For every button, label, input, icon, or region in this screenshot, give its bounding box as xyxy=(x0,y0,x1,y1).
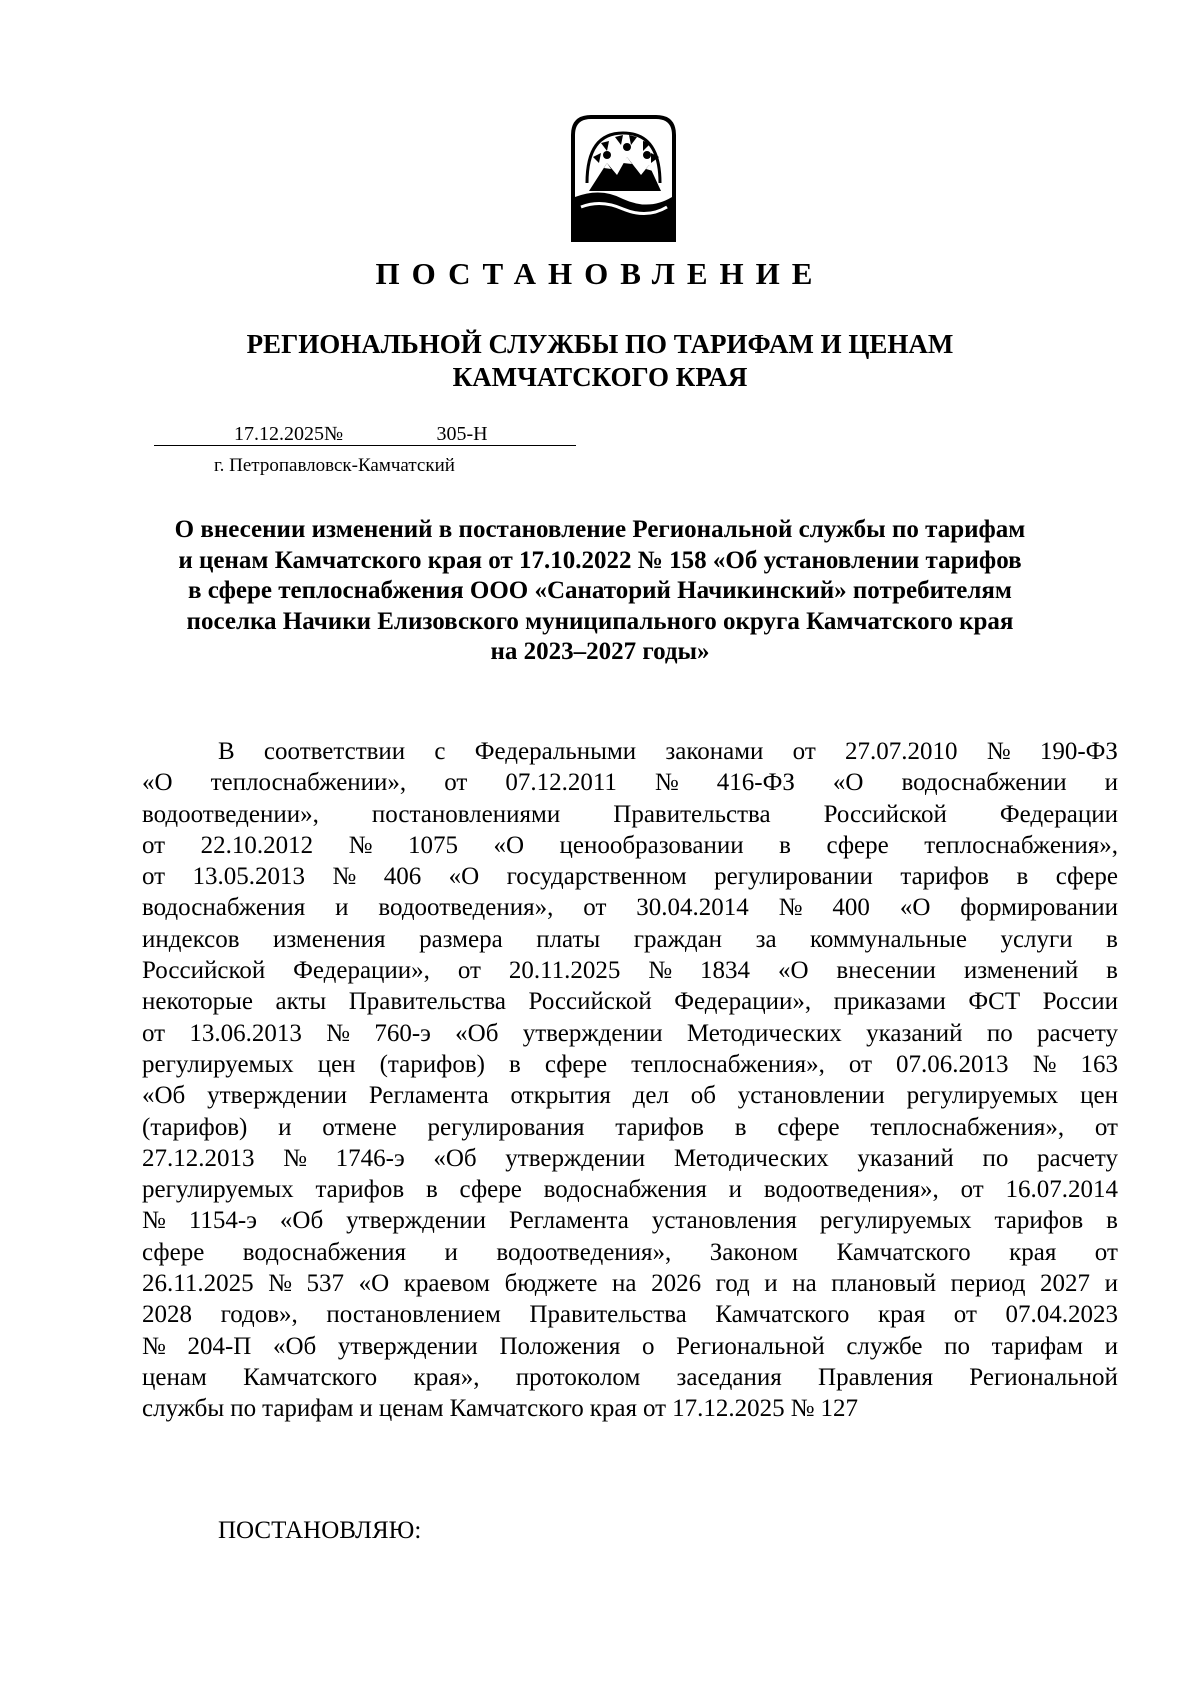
document-title xyxy=(120,515,1080,668)
body-line: 26.11.2025 № 537 «О краевом бюджете на 2026 год и на плановый период 2027 и xyxy=(142,1270,1118,1298)
title-line: О внесении изменений в постановление Региональной службы по тарифам xyxy=(174,516,1026,543)
body-line: «О теплоснабжении», от 07.12.2011 № 416-ФЗ «О водоснабжении и xyxy=(142,769,1118,797)
authority-line: РЕГИОНАЛЬНОЙ СЛУЖБЫ ПО ТАРИФАМ И ЦЕНАМ xyxy=(246,329,954,359)
issue-city: г. Петропавловск-Камчатский xyxy=(214,455,455,476)
issuing-authority xyxy=(200,328,1000,394)
body-line: № 1154-э «Об утверждении Регламента установления регулируемых тарифов в xyxy=(142,1207,1118,1235)
body-line: 27.12.2013 № 1746-э «Об утверждении Методических указаний по расчету xyxy=(142,1144,1118,1172)
document-type-heading: ПОСТАНОВЛЕНИЕ xyxy=(375,256,825,291)
title-line: и ценам Камчатского края от 17.10.2022 № 158 «Об установлении тарифов xyxy=(178,546,1022,574)
kamchatka-coat-of-arms-icon xyxy=(571,113,676,244)
authority-line: КАМЧАТСКОГО КРАЯ xyxy=(452,362,748,392)
body-line: ценам Камчатского края», протоколом заседания Правления Региональной xyxy=(142,1363,1118,1391)
resolution-word: ПОСТАНОВЛЯЮ: xyxy=(218,1517,422,1544)
title-line: в сфере теплоснабжения ООО «Санаторий Начикинский» потребителям xyxy=(188,577,1012,604)
registration-row xyxy=(154,422,576,446)
body-line: «Об утверждении Регламента открытия дел об установлении регулируемых цен xyxy=(142,1082,1118,1110)
body-line: от 13.05.2013 № 406 «О государственном регулировании тарифов в сфере xyxy=(142,863,1118,891)
title-line: на 2023–2027 годы» xyxy=(490,638,710,665)
preamble-paragraph xyxy=(142,736,1118,1425)
body-line: водоотведении», постановлениями Правительства Российской Федерации xyxy=(142,800,1118,828)
body-line: индексов изменения размера платы граждан за коммунальные услуги в xyxy=(142,925,1118,953)
document-number: 305-Н xyxy=(348,423,576,446)
body-line: 2028 годов», постановлением Правительства Камчатского края от 07.04.2023 xyxy=(142,1301,1118,1329)
body-line: службы по тарифам и ценам Камчатского края от 17.12.2025 № 127 xyxy=(142,1395,858,1423)
body-line: В соответствии с Федеральными законами от 27.07.2010 № 190-ФЗ xyxy=(218,738,1118,765)
number-sign: № xyxy=(324,423,348,446)
body-line: от 13.06.2013 № 760-э «Об утверждении Методических указаний по расчету xyxy=(142,1019,1118,1047)
body-line: водоснабжения и водоотведения», от 30.04.2014 № 400 «О формировании xyxy=(142,894,1118,922)
body-line: Российской Федерации», от 20.11.2025 № 1834 «О внесении изменений в xyxy=(142,957,1118,985)
body-line: от 22.10.2012 № 1075 «О ценообразовании в сфере теплоснабжения», xyxy=(142,831,1118,859)
body-line: регулируемых тарифов в сфере водоснабжения и водоотведения», от 16.07.2014 xyxy=(142,1176,1118,1204)
body-line: № 204-П «Об утверждении Положения о Региональной службе по тарифам и xyxy=(142,1332,1118,1360)
body-line: (тарифов) и отмене регулирования тарифов в сфере теплоснабжения», от xyxy=(142,1113,1118,1141)
title-line: поселка Начики Елизовского муниципального округа Камчатского края xyxy=(186,607,1014,635)
body-line: регулируемых цен (тарифов) в сфере теплоснабжения», от 07.06.2013 № 163 xyxy=(142,1050,1118,1078)
body-line: сфере водоснабжения и водоотведения», Законом Камчатского края от xyxy=(142,1238,1118,1266)
body-line: некоторые акты Правительства Российской Федерации», приказами ФСТ России xyxy=(142,988,1118,1016)
document-date: 17.12.2025 xyxy=(154,423,324,446)
